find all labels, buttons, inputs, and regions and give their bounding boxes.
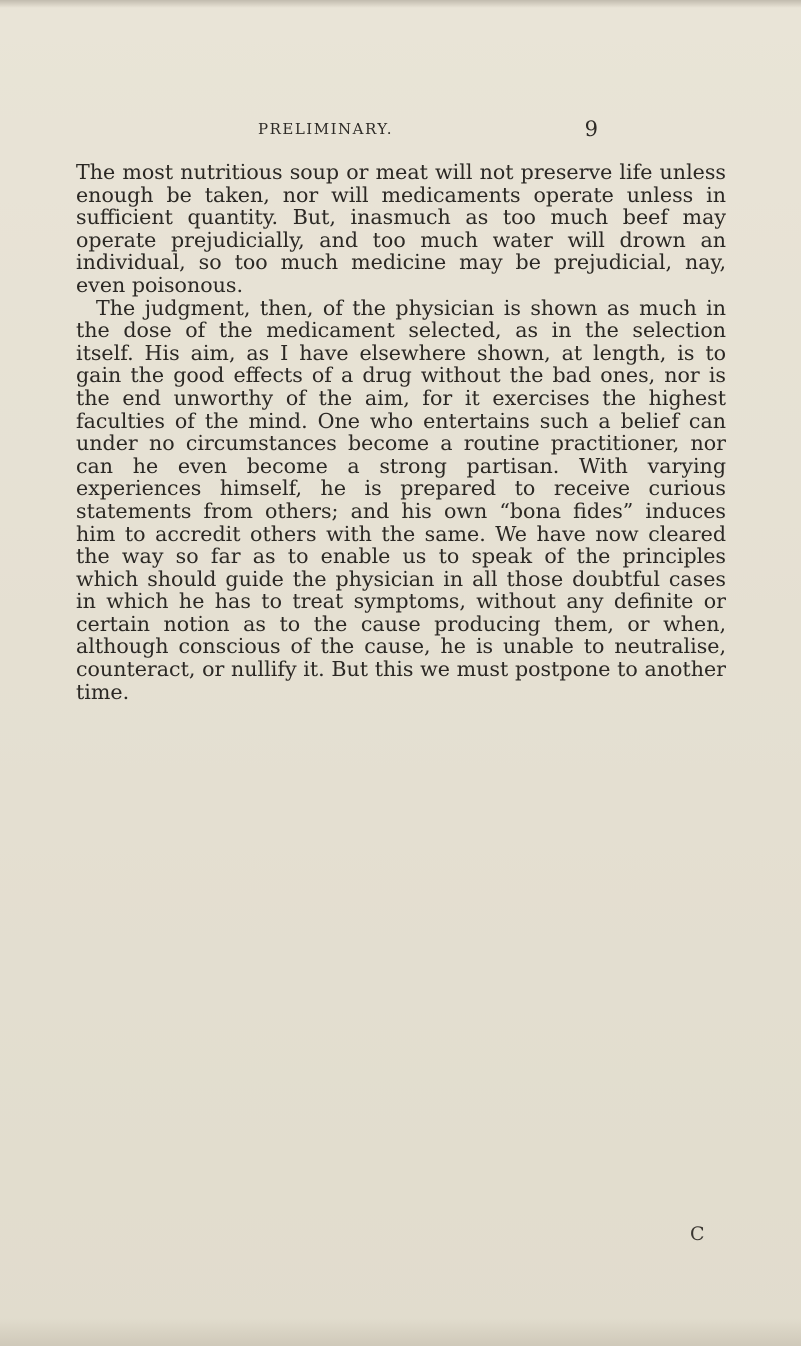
paragraph-2: The judgment, then, of the physician is shown as much in the dose of the medicament selected, as in the selection itself. His aim, as I have elsewhere shown, at length, is to gain the good effects of a drug without the bad ones, nor is the end unworthy of the aim, for it exercises the highest faculties of the mind. One who entertains such a belief can under no circumstances become a routine practitioner, nor can he even become a strong partisan. With varying experiences himself, he is prepared to receive curious statements from others; and his own “bona fides” induces him to accredit others with the same. We have now cleared the way so far as to enable us to speak of the principles which should guide the physician in all those doubtful cases in which he has to treat symptoms, without any definite or certain notion as to the cause producing them, or when, although conscious of the cause, he is unable to neutralise, counteract, or nullify it. But this we must postpone to another time. bbox=[76, 295, 726, 704]
signature-mark: C bbox=[690, 1223, 705, 1245]
paragraph-1: The most nutritious soup or meat will not preserve life unless enough be taken, nor will medicaments operate unless in sufficient quantity. But, inasmuch as too much beef may operate prejudicially, and too much water will drown an individual, so too much medicine may be prejudicial, nay, even poisonous. bbox=[76, 160, 726, 297]
page-bottom-edge bbox=[0, 1318, 801, 1346]
body-text bbox=[76, 161, 726, 703]
running-head: PRELIMINARY. bbox=[258, 120, 394, 138]
page-number: 9 bbox=[584, 117, 598, 141]
page-top-shadow bbox=[0, 0, 801, 8]
page-header bbox=[258, 117, 598, 141]
